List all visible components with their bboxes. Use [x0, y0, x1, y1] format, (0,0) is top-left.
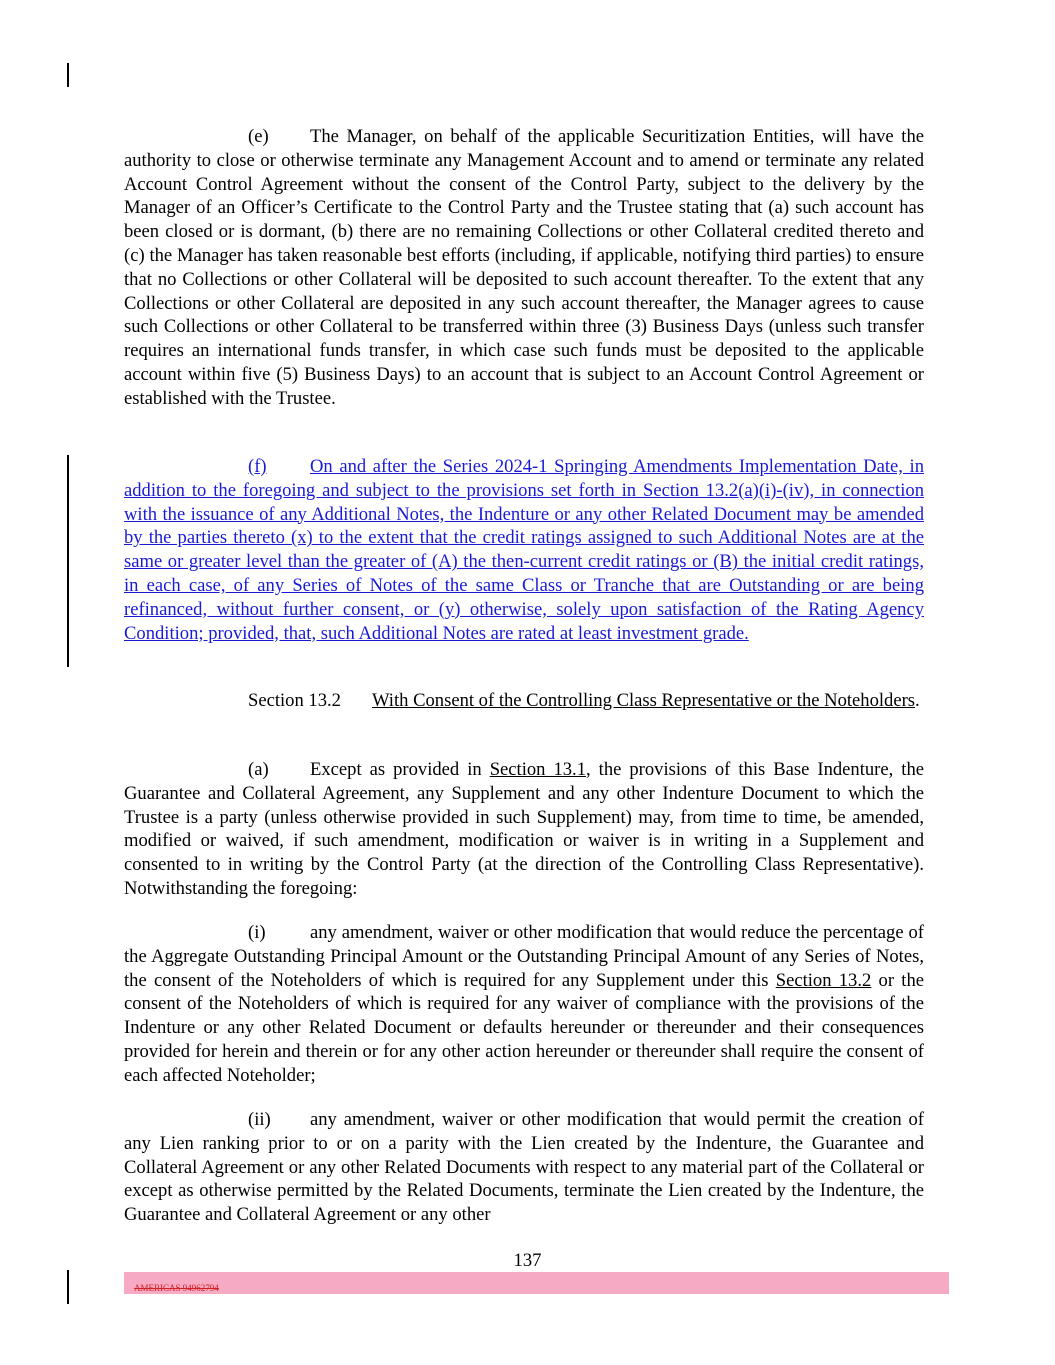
paragraph-i-text-pre: any amendment, waiver or other modification that would reduce the percentage of the Aggregate Outstanding Principal Amount or the Outstanding Principal Amount of any Series of Notes, the consent of the Noteholders of which is required for any Supplement under this [124, 922, 924, 991]
paragraph-f-number: (f) [248, 456, 267, 477]
paragraph-a-text-pre: Except as provided in [310, 759, 490, 780]
paragraph-f-text: On and after the Series 2024-1 Springing Amendments Implementation Date, in addition to the foregoing and subject to the provisions set forth in Section 13.2(a)(i)-(iv), in connection with the issuance of any Additional Notes, the Indenture or any other Related Document may be amended by the parties thereto (x) to the extent that the credit ratings assigned to such Additional Notes are at the same or greater level than the greater of (A) the then-current credit ratings or (B) the initial credit ratings, in each case, of any Series of Notes of the same Class or Tranche that are Outstanding or are being refinanced, without further consent, or (y) otherwise, solely upon satisfaction of the Rating Agency Condition; provided, that, such Additional Notes are rated at least investment grade. [124, 456, 924, 644]
footer-band [124, 1272, 949, 1294]
paragraph-a-number: (a) [248, 759, 269, 780]
section-number: Section 13.2 [248, 690, 341, 711]
section-title-end: . [915, 690, 920, 711]
paragraph-e [124, 125, 924, 411]
section-13-1-reference[interactable]: Section 13.1 [489, 759, 587, 780]
document-id: AMERICAS 94962794 [134, 1283, 219, 1293]
paragraph-e-number: (e) [248, 126, 269, 147]
section-13-2-reference[interactable]: Section 13.2 [775, 969, 872, 991]
paragraph-e-text: The Manager, on behalf of the applicable Securitization Entities, will have the authority to close or otherwise terminate any Management Account and to amend or terminate any related Account Control Agreement without the consent of the Control Party, subject to the delivery by the Manager of an Officer’s Certificate to the Control Party and the Trustee stating that (a) such account has been closed or is dormant, (b) there are no remaining Collections or other Collateral credited thereto and (c) the Manager has taken reasonable best efforts (including, if applicable, notifying third parties) to ensure that no Collections or other Collateral will be deposited to such account thereafter. To the extent that any Collections or other Collateral are deposited in any such account thereafter, the Manager agrees to cause such Collections or other Collateral to be transferred within three (3) Business Days (unless such transfer requires an international funds transfer, in which case such funds must be deposited to the applicable account within five (5) Business Days) to an account that is subject to an Account Control Agreement or established with the Trustee. [124, 126, 924, 409]
paragraph-ii-number: (ii) [248, 1109, 271, 1130]
paragraph-f-inserted [124, 455, 924, 645]
page-number: 137 [513, 1250, 542, 1271]
section-heading [124, 689, 924, 713]
change-bar-paragraph-f [67, 455, 69, 667]
section-title: With Consent of the Controlling Class Representative or the Noteholders [372, 690, 916, 711]
paragraph-ii-text: any amendment, waiver or other modification that would permit the creation of any Lien ranking prior to or on a parity with the Lien created by the Indenture, the Guarantee and Collateral Agreement or any other Related Documents with respect to any material part of the Collateral or except as otherwise permitted by the Related Documents, terminate the Lien created by the Indenture, the Guarantee and Collateral Agreement or any other [124, 1109, 924, 1226]
paragraph-a-text-post: , the provisions of this Base Indenture, the Guarantee and Collateral Agreement, any Supplement and any other Indenture Document to which the Trustee is a party (unless otherwise provided in such Supplement) may, from time to time, be amended, modified or waived, if such amendment, modification or waiver is in writing in a Supplement and consented to in writing by the Control Party (at the direction of the Controlling Class Representative). Notwithstanding the foregoing: [124, 759, 924, 899]
paragraph-a [124, 758, 924, 901]
change-bar-bottom [67, 1270, 69, 1304]
change-bar-top [67, 63, 69, 87]
paragraph-i-text-post: or the consent of the Noteholders of which is required for any waiver of compliance with the provisions of the Indenture or any other Related Document or defaults hereunder or thereunder and their consequences provided for herein and therein or for any other action hereunder or thereunder shall require the consent of each affected Noteholder; [124, 969, 924, 1086]
paragraph-i [124, 921, 924, 1088]
paragraph-ii [124, 1108, 924, 1227]
paragraph-i-number: (i) [248, 922, 266, 943]
